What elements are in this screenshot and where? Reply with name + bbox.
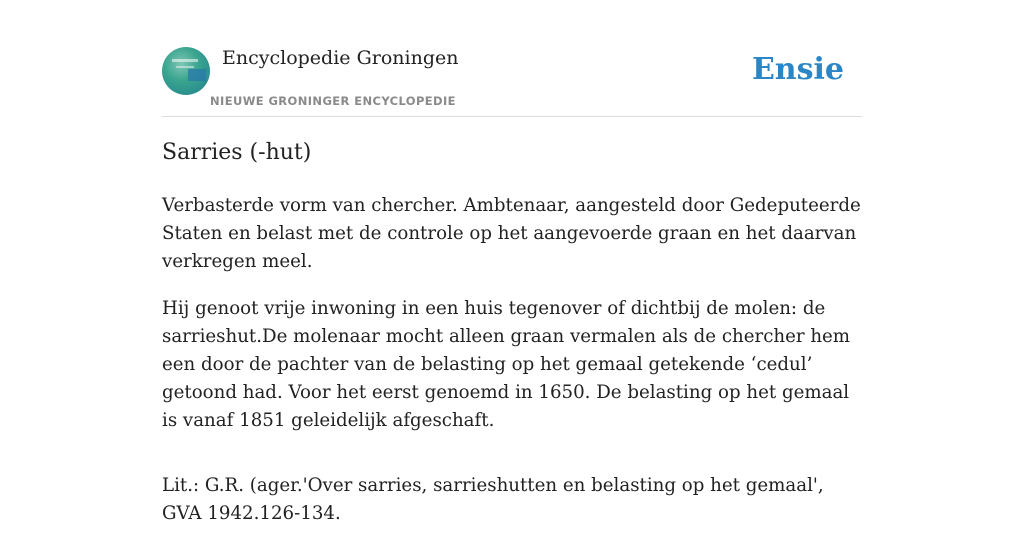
logo-decoration (172, 59, 198, 62)
brand-logo[interactable]: Ensie (751, 52, 844, 87)
article-paragraph: Verbasterde vorm van chercher. Ambtenaar, aangesteld door Gedeputeerde Staten en belast met de controle op het aangevoerde graan en het daarvan verkregen meel. (162, 195, 861, 272)
article-paragraph: Hij genoot vrije inwoning in een huis tegenover of dichtbij de molen: de sarrieshut.De molenaar mocht alleen graan vermalen als de chercher hem een door de pachter van de belasting op het gemaal getekende ‘cedul’ getoond had. Voor het eerst genoemd in 1650. De belasting op het gemaal is vanaf 1851 geleidelijk afgeschaft. (162, 298, 851, 431)
article-body (162, 192, 867, 547)
logo-decoration (188, 69, 206, 81)
logo-decoration (176, 66, 194, 68)
site-title[interactable]: Encyclopedie Groningen (222, 47, 459, 69)
article-title: Sarries (-hut) (162, 140, 312, 165)
site-header (162, 46, 862, 117)
literature-reference: Lit.: G.R. (ager.'Over sarries, sarrieshutten en belasting op het gemaal', GVA 1942.126-134. (162, 475, 824, 524)
site-logo[interactable] (162, 47, 210, 95)
site-subtitle: NIEUWE GRONINGER ENCYCLOPEDIE (210, 94, 456, 108)
